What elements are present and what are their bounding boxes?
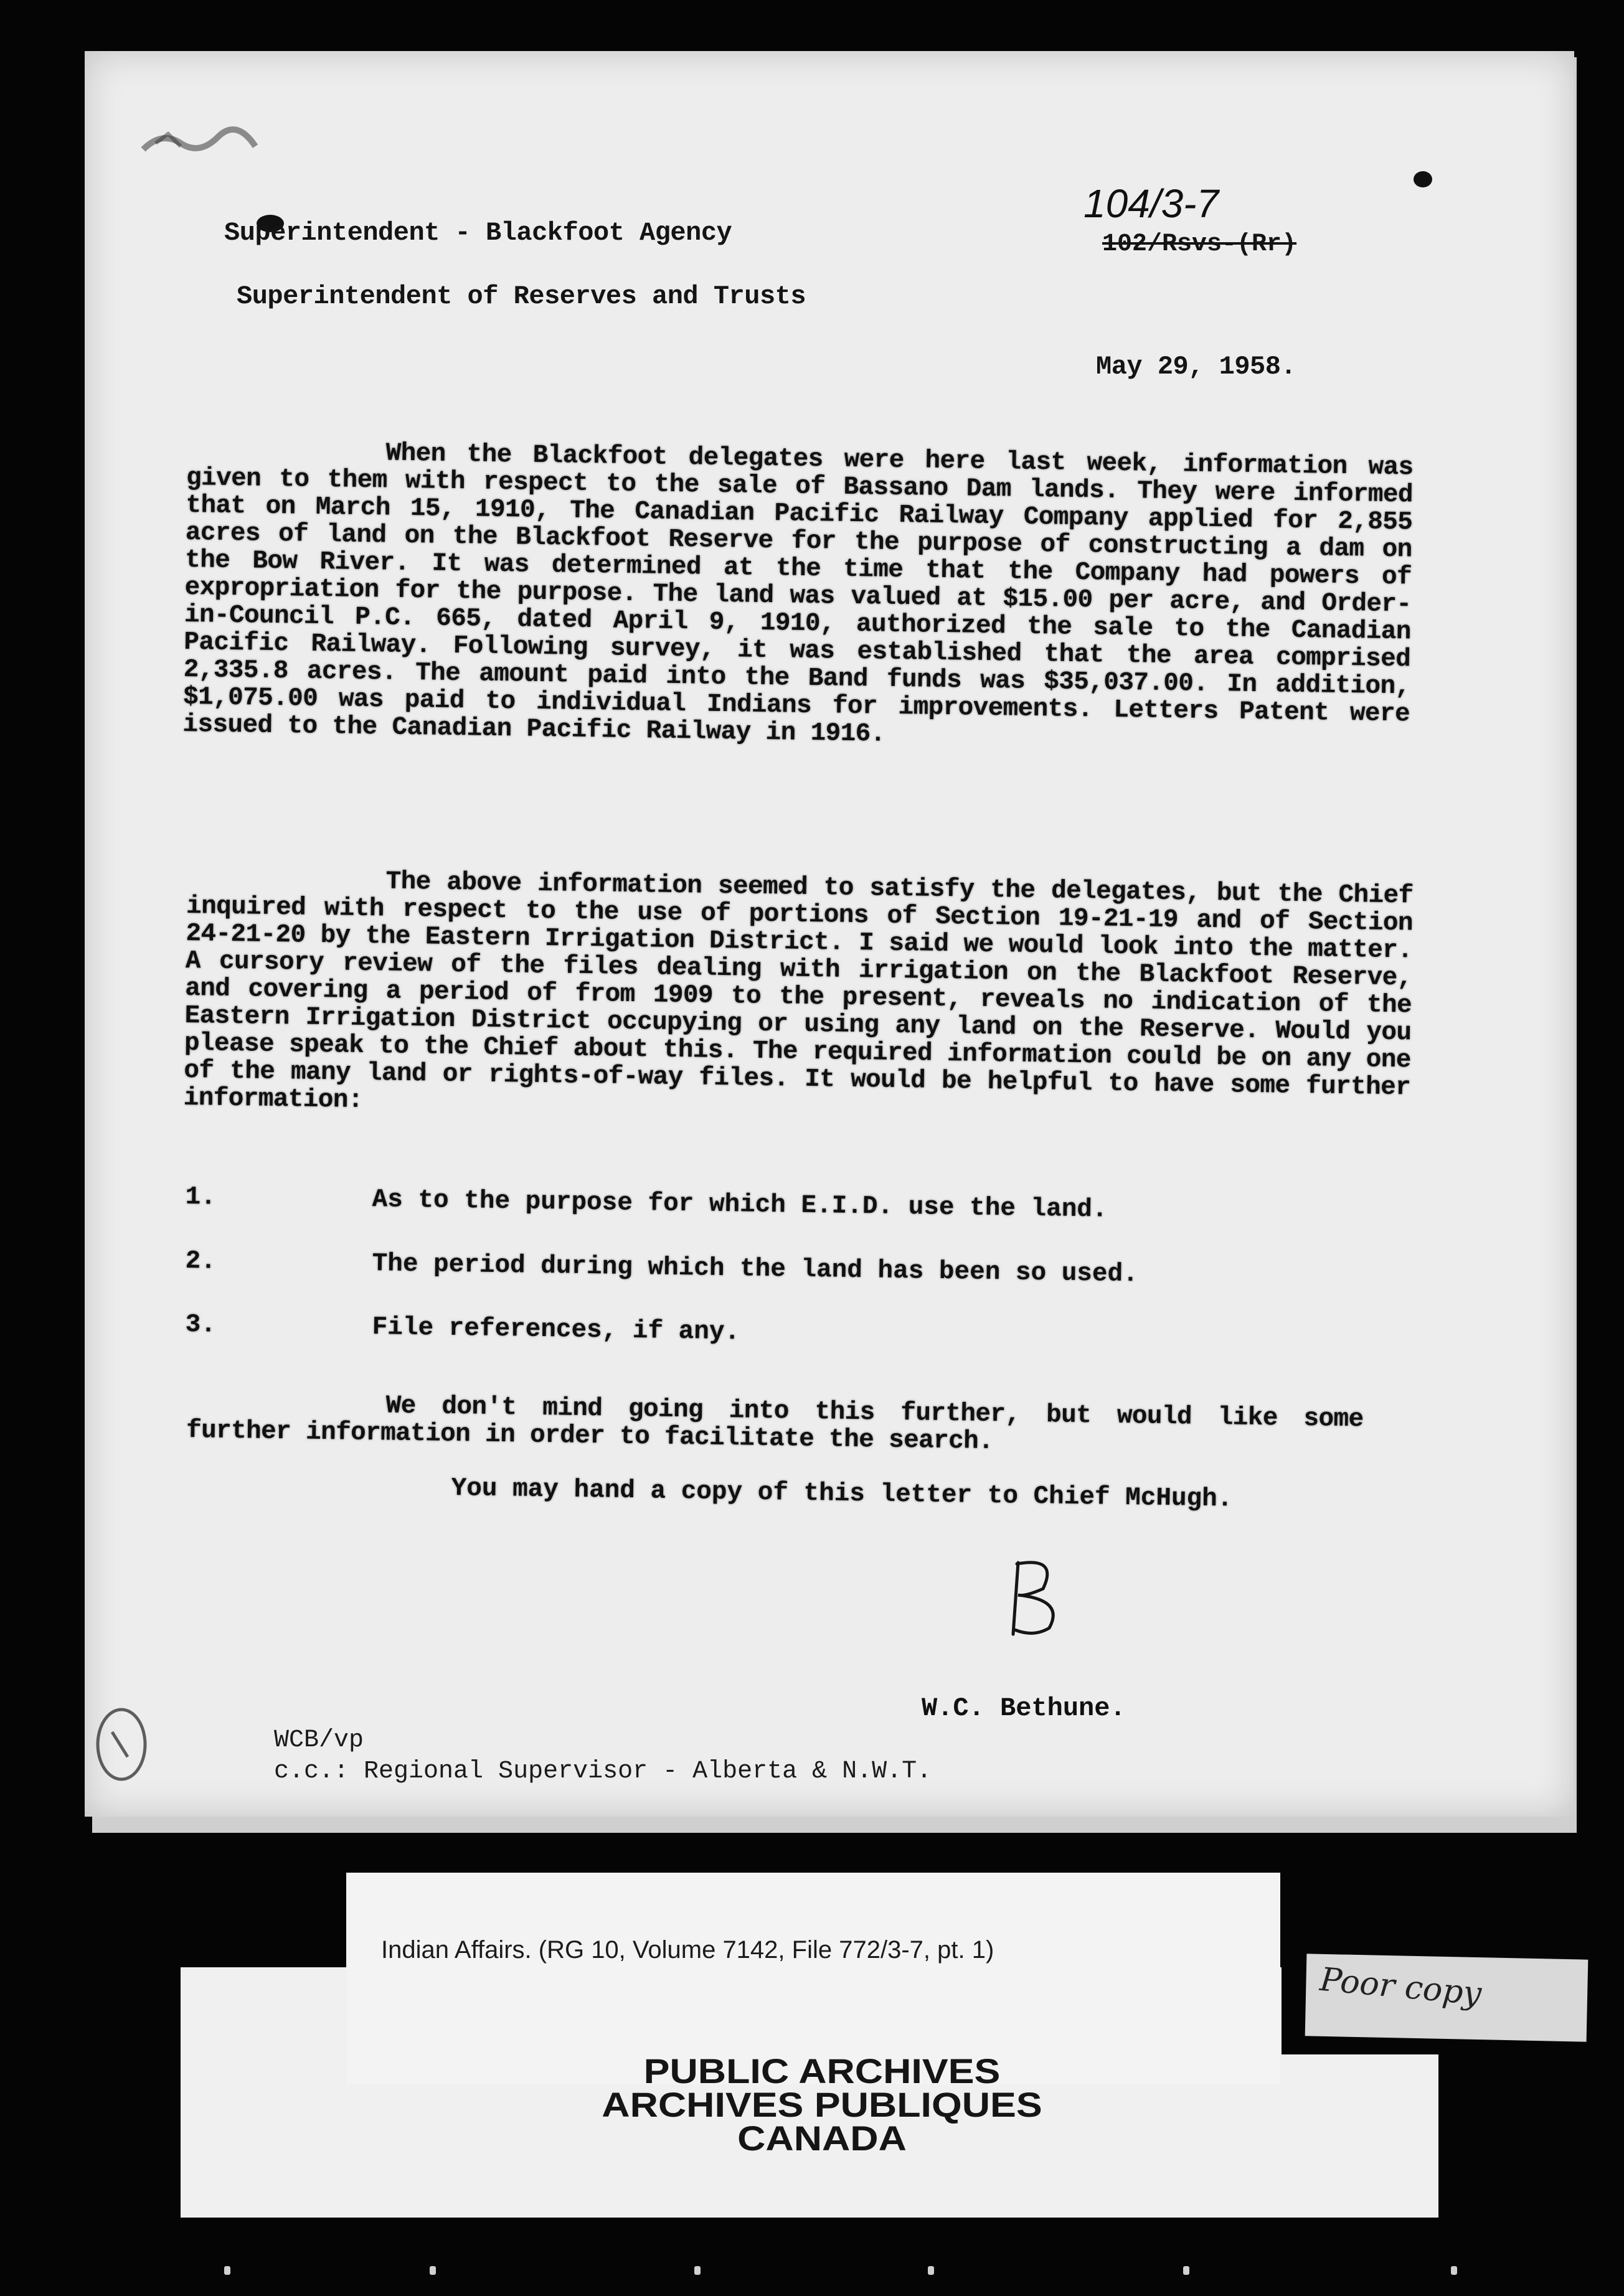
struck-file-reference: 102/Rsvs-(Rr)	[1102, 230, 1297, 258]
film-sprocket-mark	[224, 2266, 230, 2275]
recipient-line: Superintendent - Blackfoot Agency	[224, 218, 732, 248]
body-paragraph-1: When the Blackfoot delegates were here last week, information was given to them with respect to the sale of Bassano Dam lands. They were informed that on March 15, 1910, The Canadian Pacific Railway Company applied for 2,855 acres of land on the Blackfoot Reserve for the purpose of constructing a dam on the Bow River. It was determined at the time that the Company had powers of expropriation for the purpose. The land was valued at $15.00 per acre, and Order-in-Council P.C. 665, dated April 9, 1910, authorized the sale to the Canadian Pacific Railway. Following survey, it was established that the area comprised 2,335.8 acres. The amount paid into the Band funds was $35,037.00. In addition, $1,075.00 was paid to individual Indians for improvements. Letters Patent were issued to the Canadian Pacific Railway in 1916.	[182, 439, 1414, 749]
handwritten-file-reference: 104/3-7	[1083, 181, 1219, 226]
list-item-number: 1.	[185, 1183, 217, 1212]
archive-stamp-line: PUBLIC ARCHIVES	[643, 2051, 1001, 2091]
archive-stamp	[473, 2051, 1171, 2158]
film-sprocket-mark	[1183, 2266, 1189, 2275]
closing-line: You may hand a copy of this letter to Chief McHugh.	[451, 1474, 1233, 1514]
typist-initials: WCB/vp	[274, 1726, 364, 1754]
circled-mark	[81, 1695, 162, 1794]
list-item-text: As to the purpose for which E.I.D. use the land.	[372, 1185, 1108, 1225]
archive-stamp-line: CANADA	[737, 2119, 907, 2158]
list-item-number: 3.	[185, 1310, 217, 1340]
carbon-copy-line: c.c.: Regional Supervisor - Alberta & N.W.T.	[274, 1757, 932, 1786]
archive-stamp-line: ARCHIVES PUBLIQUES	[602, 2085, 1042, 2124]
list-item-number: 2.	[185, 1247, 217, 1276]
film-sprocket-mark	[694, 2266, 701, 2275]
body-paragraph-3: We don't mind going into this further, but would like some further information in order to facilitate the search.	[186, 1391, 1364, 1457]
list-item-text: The period during which the land has been so used.	[372, 1249, 1139, 1289]
poor-copy-note	[1305, 1954, 1589, 2041]
archive-source-citation: Indian Affairs. (RG 10, Volume 7142, File 772/3-7, pt. 1)	[381, 1936, 994, 1964]
list-item-text: File references, if any.	[372, 1313, 740, 1347]
letter-date: May 29, 1958.	[1096, 352, 1296, 382]
top-left-smudge	[137, 112, 262, 168]
poor-copy-note-text: Poor copy	[1318, 1960, 1483, 2013]
film-sprocket-mark	[1451, 2266, 1457, 2275]
sender-line: Superintendent of Reserves and Trusts	[237, 281, 806, 311]
film-sprocket-mark	[430, 2266, 436, 2275]
signature-name: W.C. Bethune.	[922, 1693, 1126, 1723]
film-sprocket-mark	[928, 2266, 934, 2275]
body-paragraph-2: The above information seemed to satisfy the delegates, but the Chief inquired with respect to the use of portions of Section 19-21-19 and of Section 24-21-20 by the Eastern Irrigation District. I said we would look into the matter. A cursory review of the files dealing with irrigation on the Blackfoot Reserve, and covering a period of from 1909 to the present, reveals no indication of the Eastern Irrigation District occupying or using any land on the Reserve. Would you please speak to the Chief about this. The required information could be on any one of the many land or rights-of-way files. It would be helpful to have some further information:	[183, 867, 1414, 1115]
ink-blot	[1414, 171, 1432, 187]
handwritten-initial	[999, 1550, 1068, 1644]
